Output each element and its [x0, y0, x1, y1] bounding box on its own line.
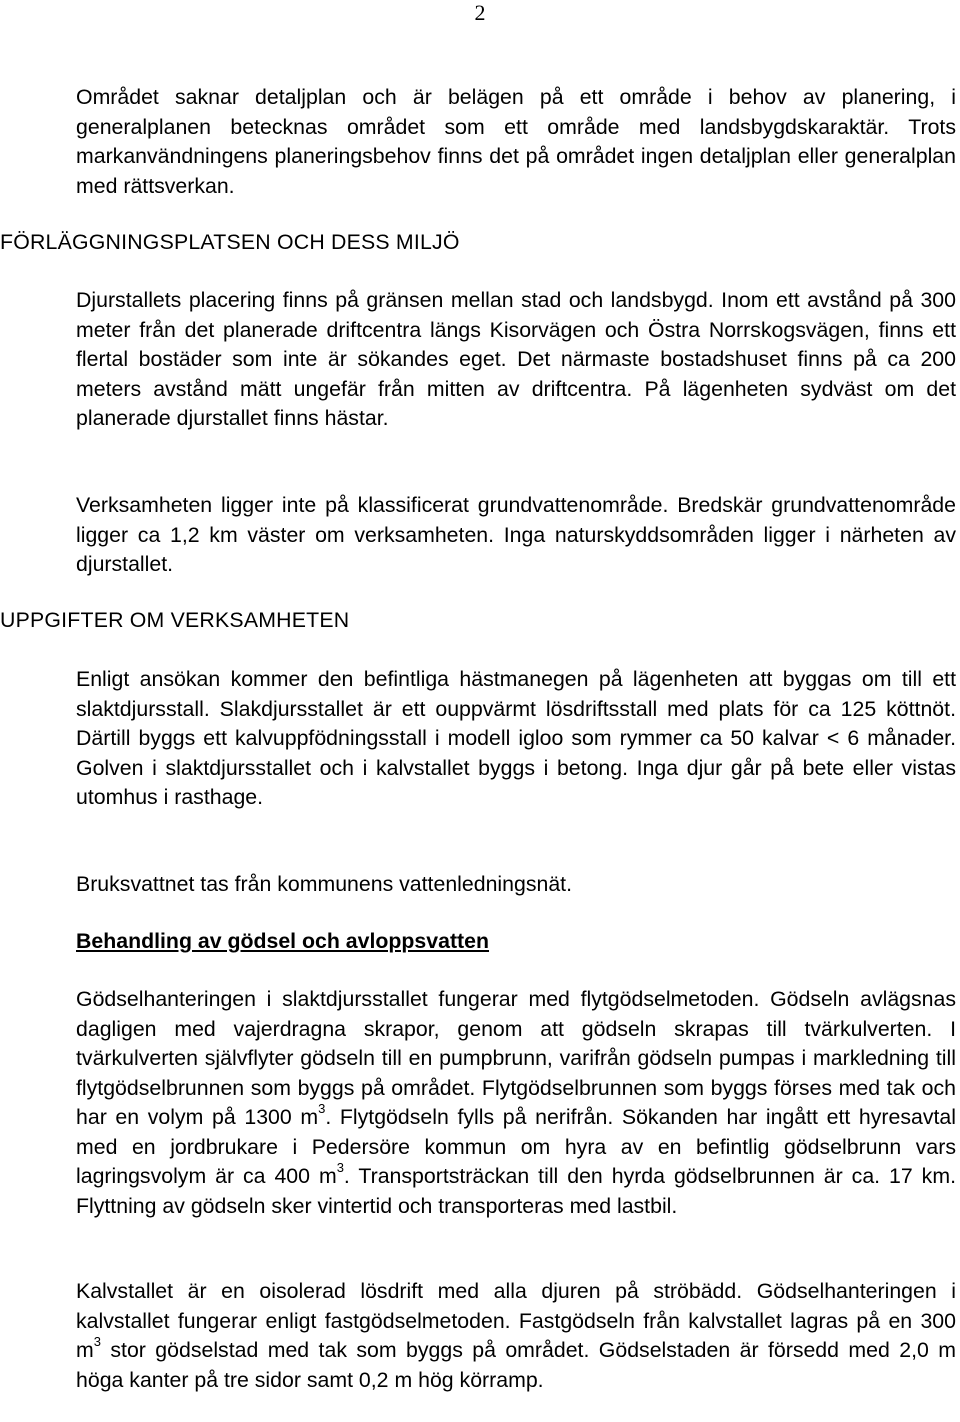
manure-text-part-3: . Transportsträckan till den hyrda gödselbrunnen är ca. 17 km. Flyttning av gödseln sker vintertid och transporteras med lastbil.	[76, 1164, 956, 1218]
manure-text-part-2: . Flytgödseln fylls på nerifrån. Sökanden har ingått ett hyresavtal med en jordbrukare i Pedersöre kommun om hyra av en befintlig gödselbrunn vars lagringsvolym är ca 400 m	[76, 1105, 956, 1188]
heading-operations: UPPGIFTER OM VERKSAMHETEN	[0, 608, 350, 632]
page-number: 2	[474, 0, 486, 25]
paragraph-manure-handling	[76, 985, 956, 1221]
paragraph-planning: Området saknar detaljplan och är belägen på ett område i behov av planering, i generalplanen betecknas området som ett område med landsbygdskaraktär. Trots markanvändningens planeringsbehov finns det på området ingen detaljplan eller generalplan med rättsverkan.	[76, 85, 956, 198]
manure-text-part-1: Gödselhanteringen i slaktdjursstallet fungerar med flytgödselmetoden. Gödseln avlägsnas dagligen med vajerdragna skrapor, genom att gödseln skrapas till tvärkulverten. I tvärkulverten självflyter gödseln till en pumpbrunn, varifrån gödseln pumpas i markledning till flytgödselbrunnen som byggs på området. Flytgödselbrunnen som byggs förses med tak och har en volym på 1300 m	[76, 987, 956, 1129]
superscript-cubic-1: 3	[318, 1100, 326, 1116]
paragraph-application: Enligt ansökan kommer den befintliga hästmanegen på lägenheten att byggas om till ett slaktdjursstall. Slakdjursstallet är ett ouppvärmt lösdriftsstall med plats för ca 125 köttnöt. Därtill byggs ett kalvuppfödningsstall i modell igloo som rymmer ca 50 kalvar < 6 månader. Golven i slaktdjursstallet och i kalvstallet byggs i betong. Inga djur går på bete eller vistas utomhus i rasthage.	[76, 667, 956, 809]
heading-manure-wastewater: Behandling av gödsel och avloppsvatten	[76, 929, 490, 953]
heading-location-environment: FÖRLÄGGNINGSPLATSEN OCH DESS MILJÖ	[0, 230, 460, 254]
paragraph-calf-barn	[76, 1277, 956, 1395]
calf-text-part-2: stor gödselstad med tak som byggs på området. Gödselstaden är försedd med 2,0 m höga kanter på tre sidor samt 0,2 m hög körramp.	[76, 1338, 956, 1392]
paragraph-groundwater: Verksamheten ligger inte på klassificerat grundvattenområde. Bredskär grundvattenområde ligger ca 1,2 km väster om verksamheten. Inga naturskyddsområden ligger i närheten av djurstallet.	[76, 493, 956, 576]
superscript-cubic-3: 3	[93, 1333, 101, 1349]
calf-text-part-1: Kalvstallet är en oisolerad lösdrift med alla djuren på ströbädd. Gödselhanteringen i kalvstallet fungerar enligt fastgödselmetoden. Fastgödseln från kalvstallet lagras på en 300 m	[76, 1279, 956, 1362]
paragraph-water-supply: Bruksvattnet tas från kommunens vattenledningsnät.	[76, 872, 573, 896]
paragraph-location: Djurstallets placering finns på gränsen mellan stad och landsbygd. Inom ett avstånd på 300 meter från det planerade driftcentra längs Kisorvägen och Östra Norrskogsvägen, finns ett flertal bostäder som inte är sökandes eget. Det närmaste bostadshuset finns på ca 200 meters avstånd mätt ungefär från mitten av driftcentra. På lägenheten sydväst om det planerade djurstallet finns hästar.	[76, 288, 956, 430]
superscript-cubic-2: 3	[336, 1159, 344, 1175]
